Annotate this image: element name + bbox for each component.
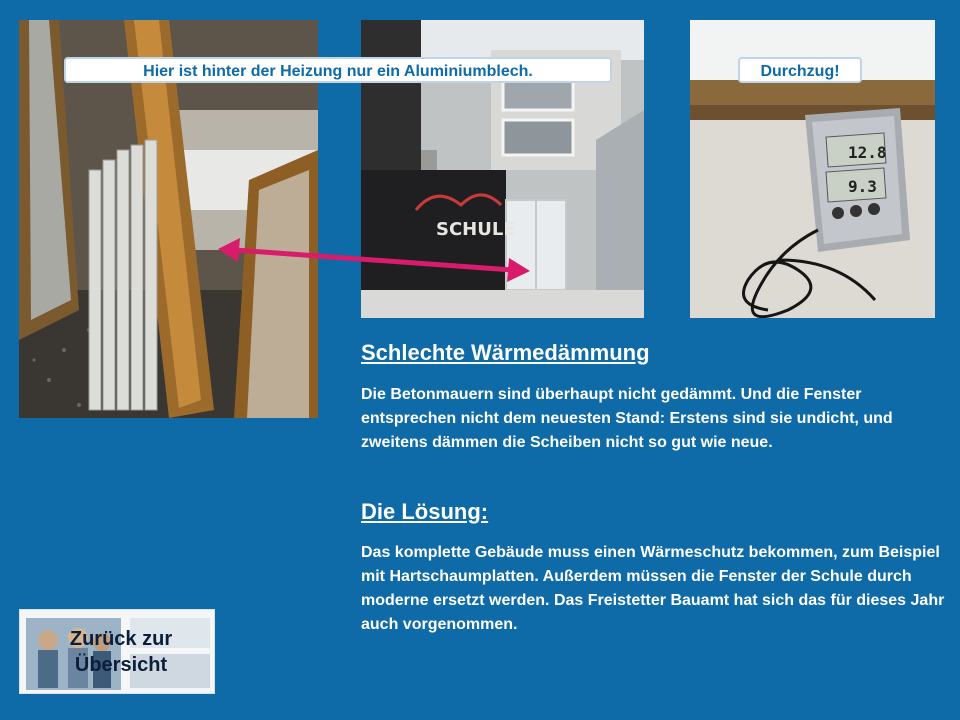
section-text-solution: Das komplette Gebäude muss einen Wärmeschutz bekommen, zum Beispiel mit Hartschaumplatten. Außerdem müssen die Fenster der Schule durch moderne ersetzt werden. Das Freistetter Bauamt hat sich das für dieses Jahr auch vorgenommen. — [361, 544, 945, 633]
callout-heating: Hier ist hinter der Heizung nur ein Aluminiumblech. — [64, 57, 612, 83]
thermo-top-reading: 12.8 — [848, 143, 887, 162]
back-label-line1: Zurück zur — [69, 628, 173, 650]
back-button-label — [56, 626, 186, 678]
back-label-line2: Übersicht — [74, 654, 168, 676]
thermo-bottom-reading: 9.3 — [848, 177, 877, 196]
section-title-insulation: Schlechte Wärmedämmung — [361, 340, 650, 365]
section-title-solution: Die Lösung: — [361, 499, 489, 524]
courtyard-sign-text: SCHULE — [436, 219, 516, 240]
callout-draft: Durchzug! — [738, 57, 862, 83]
section-text-insulation: Die Betonmauern sind überhaupt nicht gedämmt. Und die Fenster entsprechen nicht dem neuesten Stand: Erstens sind sie undicht, und zweitens dämmen die Scheiben nicht so gut wie neue. — [361, 386, 893, 451]
back-to-overview-button[interactable] — [19, 609, 215, 694]
